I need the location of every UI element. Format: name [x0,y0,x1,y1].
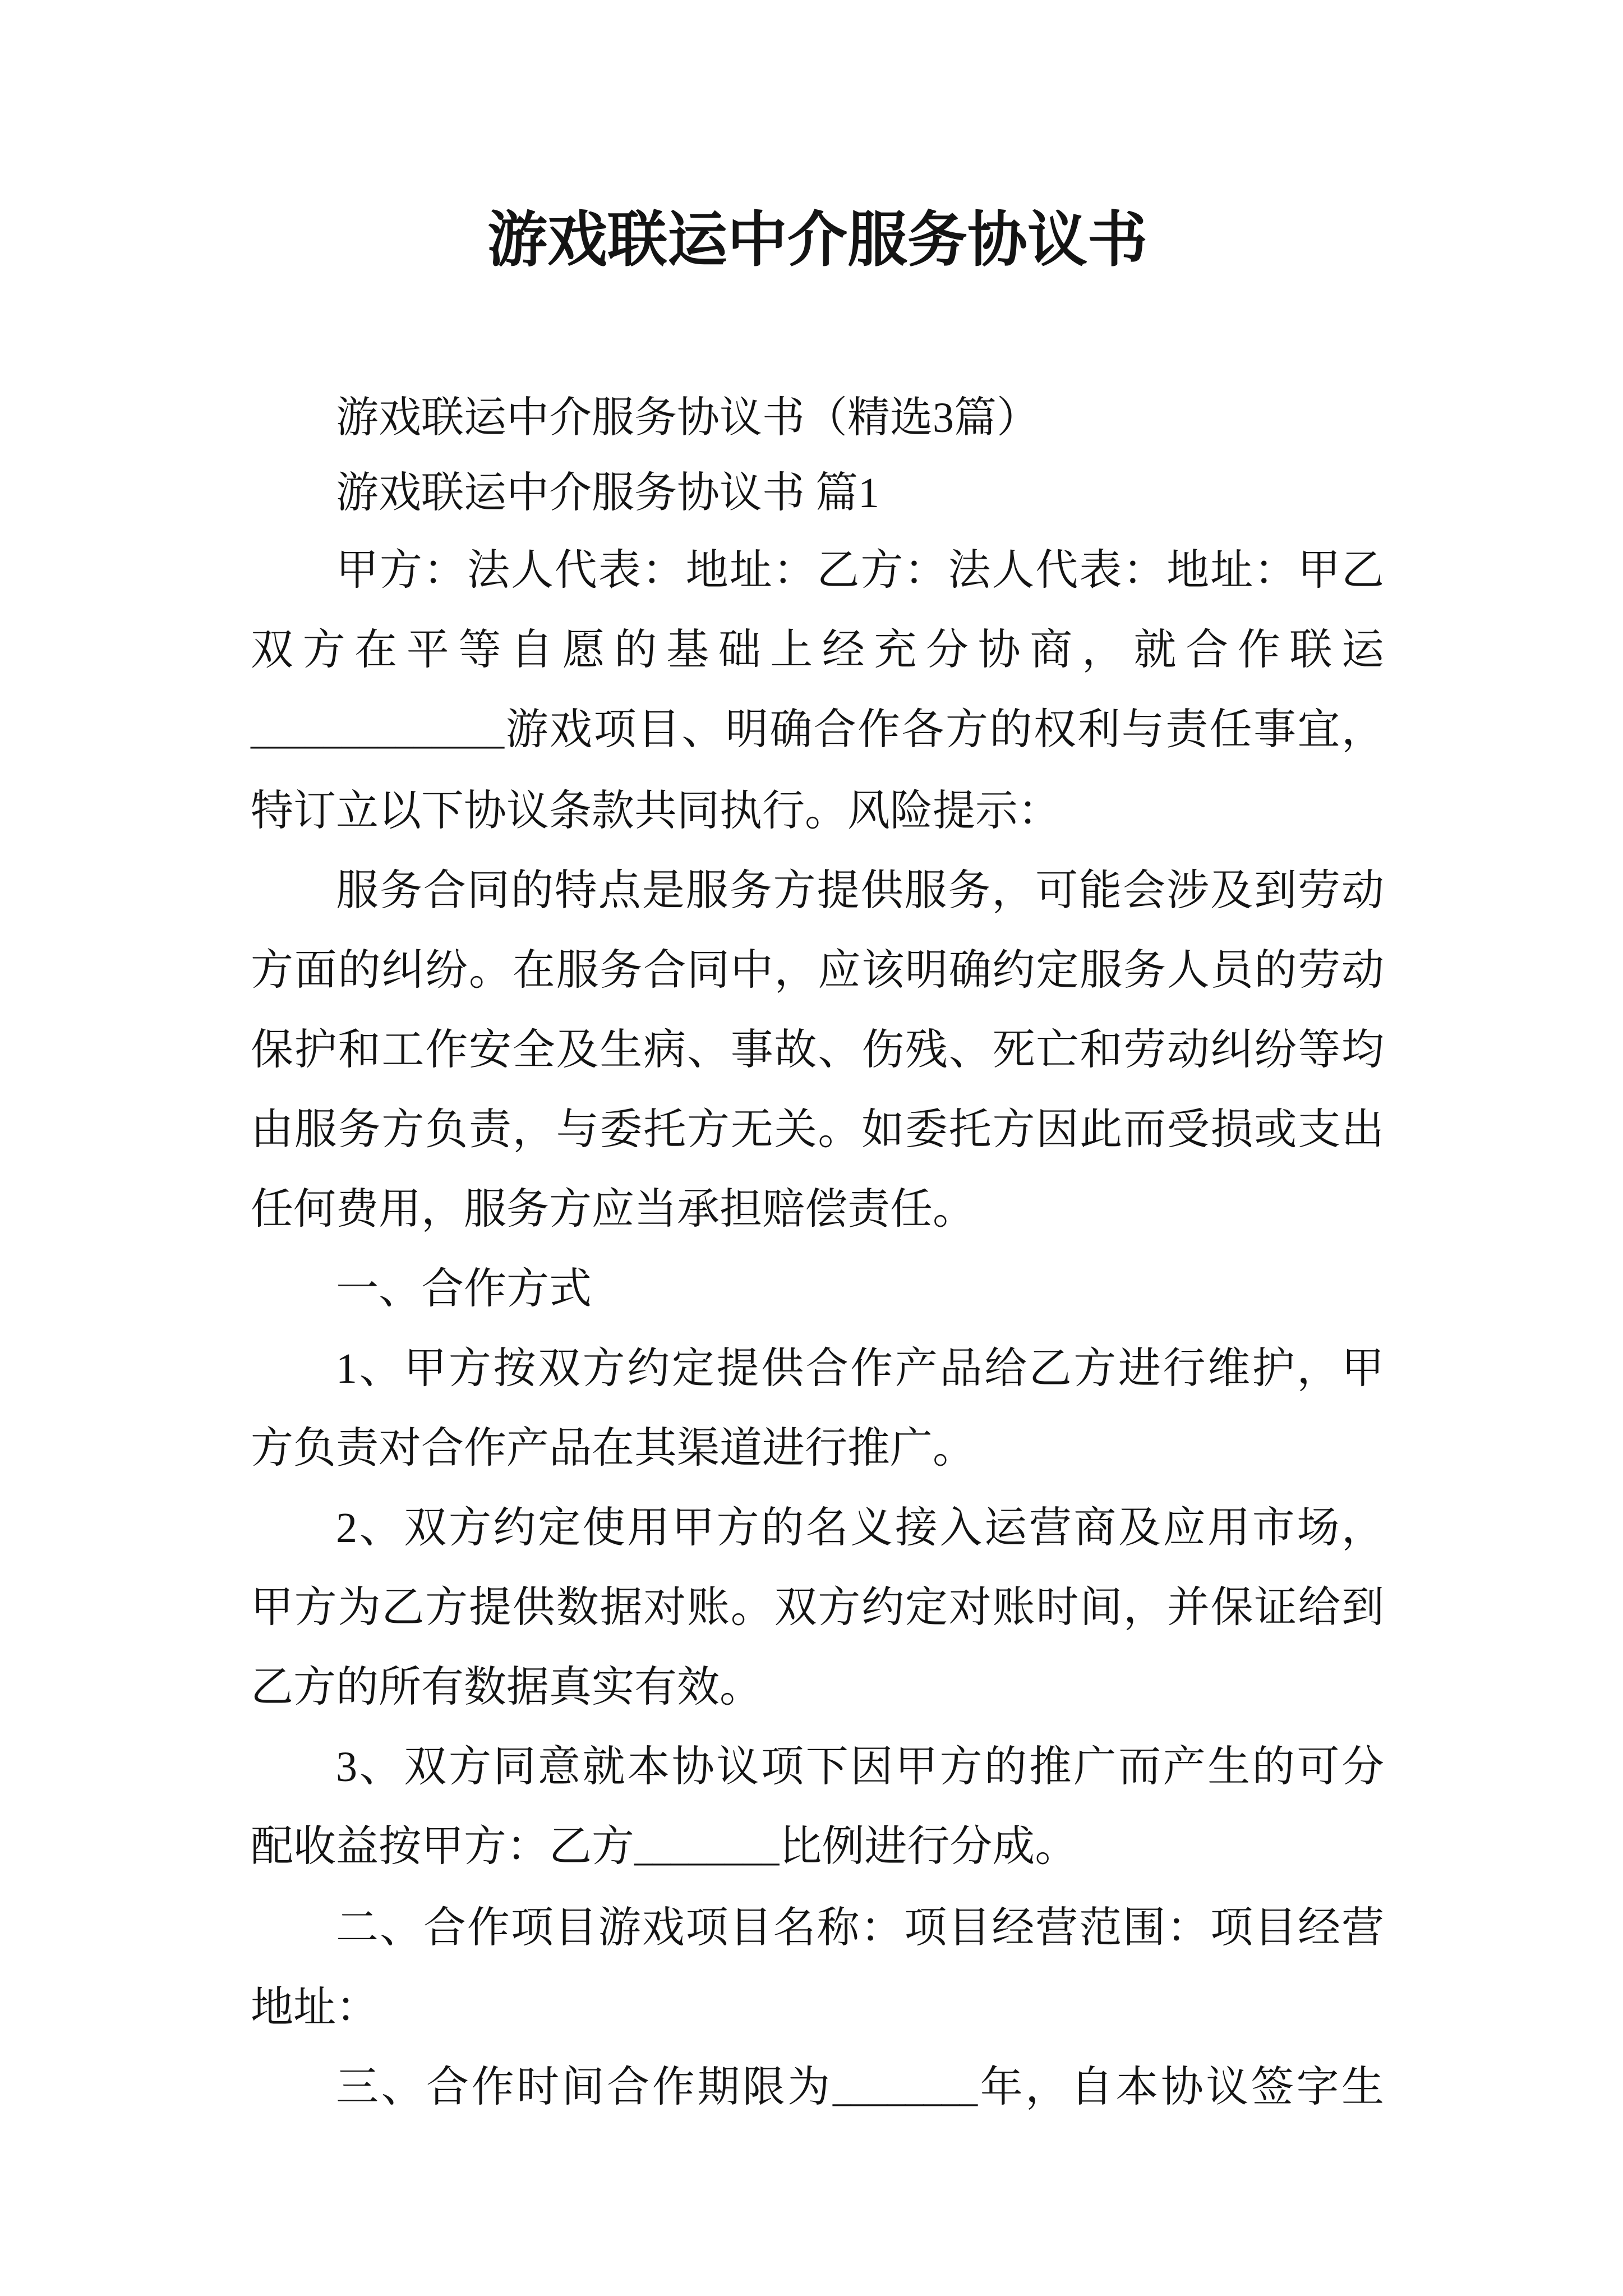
paragraph [251,1727,1384,1888]
paragraph-line: 一、合作方式 [336,1266,592,1313]
paragraph-line: 三、合作时间合作期限为________年，自本协议签字生 [336,2064,1384,2111]
document-title: 游戏联运中介服务协议书 [487,208,1147,274]
paragraph-line: 3、双方同意就本协议项下因甲方的推广而产生的可分 [336,1743,1384,1791]
paragraph-line: 甲方为乙方提供数据对账。双方约定对账时间，并保证给到 [251,1584,1384,1631]
paragraph-line: 甲方：法人代表：地址：乙方：法人代表：地址：甲乙 [336,547,1384,594]
paragraph-line: 保护和工作安全及生病、事故、伤残、死亡和劳动纠纷等均 [251,1027,1384,1074]
paragraph-line: 2、双方约定使用甲方的名义接入运营商及应用市场， [336,1504,1384,1552]
paragraph-line: 任何费用，服务方应当承担赔偿责任。 [251,1186,975,1233]
paragraph-line: 二、合作项目游戏项目名称：项目经营范围：项目经营 [336,1904,1384,1952]
fill-in-blank: ______________ [251,711,505,752]
paragraph-line: 1、甲方按双方约定提供合作产品给乙方进行维护，甲 [336,1345,1384,1392]
paragraph [251,851,1384,1249]
paragraph-line: 地址： [251,1984,379,2031]
paragraph [251,1888,1384,2047]
paragraph-line: 乙方的所有数据真实有效。 [251,1664,762,1711]
paragraph-line: 特订立以下协议条款共同执行。风险提示： [251,788,1061,835]
paragraph-line: 方面的纠纷。在服务合同中，应该明确约定服务人员的劳动 [251,947,1384,994]
paragraph [251,1488,1384,1727]
paragraph [251,2047,1384,2129]
paragraph-line: 游戏联运中介服务协议书 篇1 [336,470,879,517]
fill-in-blank: ________ [832,2069,978,2109]
paragraph-line: 服务合同的特点是服务方提供服务，可能会涉及到劳动 [336,867,1384,914]
paragraph [251,531,1384,851]
paragraph-line: ______________游戏项目、明确合作各方的权利与责任事宜， [251,706,1384,753]
paragraph [251,455,1384,531]
document-body [251,380,1384,2129]
paragraph [251,1249,1384,1329]
paragraph-line: 由服务方负责，与委托方无关。如委托方因此而受损或支出 [251,1106,1384,1153]
paragraph-line: 配收益按甲方：乙方________比例进行分成。 [251,1823,1078,1870]
paragraph-line: 方负责对合作产品在其渠道进行推广。 [251,1425,975,1472]
paragraph-line: 游戏联运中介服务协议书（精选3篇） [336,394,1039,441]
paragraph-line: 双方在平等自愿的基础上经充分协商，就合作联运 [251,627,1384,674]
fill-in-blank: ________ [634,1828,780,1869]
paragraph [251,1329,1384,1488]
paragraph [251,380,1384,455]
